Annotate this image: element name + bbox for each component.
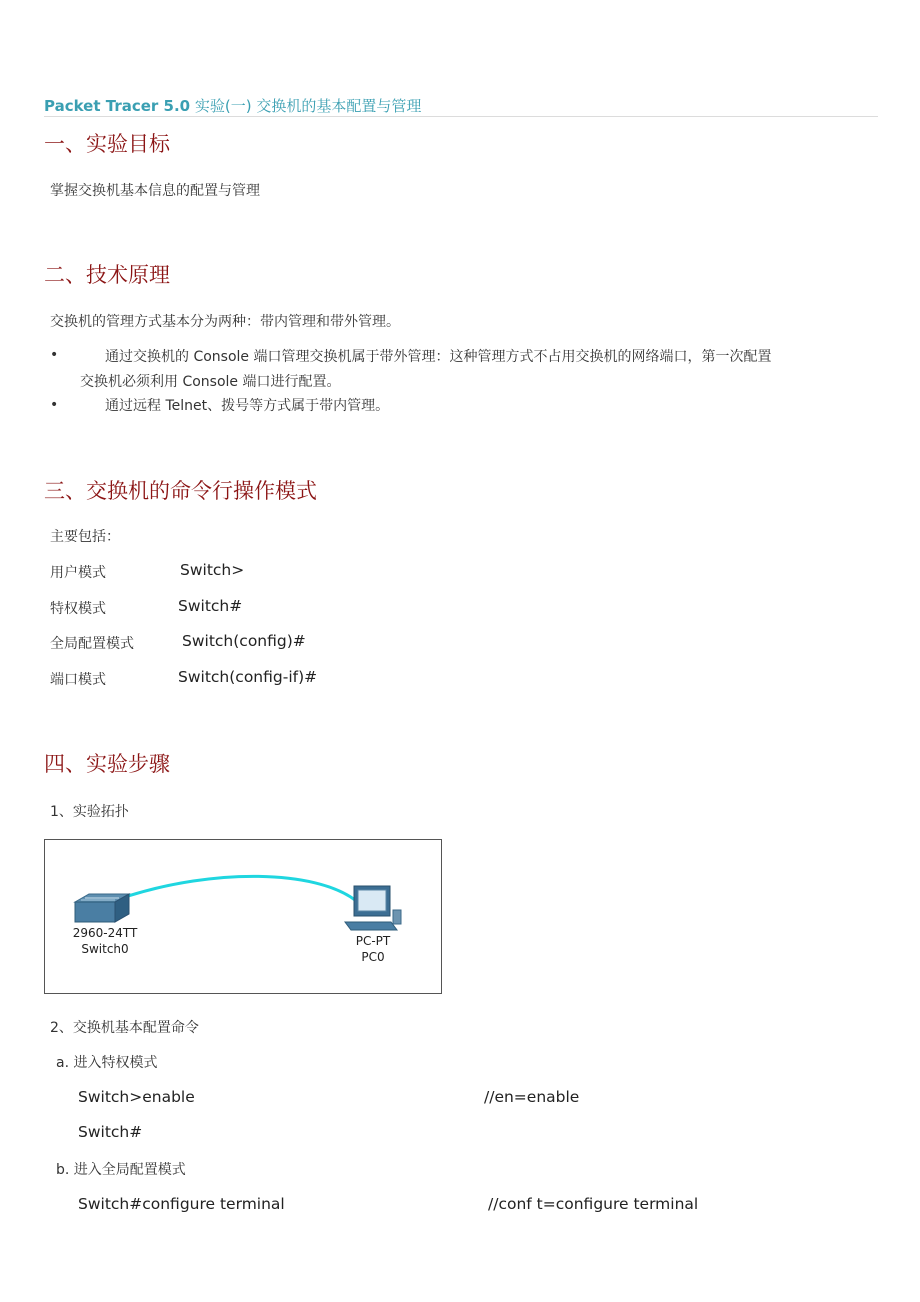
section-heading-4: 四、实验步骤 (44, 752, 170, 776)
switch-name-label: Switch0 (81, 942, 129, 956)
bullet-2: 通过远程 Telnet、拨号等方式属于带内管理。 (105, 398, 390, 414)
step-1-label: 1、实验拓扑 (50, 804, 129, 820)
title-prefix: Packet Tracer 5.0 (44, 97, 191, 115)
pc-name-label: PC0 (361, 950, 385, 964)
bullet-1-line-1: 通过交换机的 Console 端口管理交换机属于带外管理：这种管理方式不占用交换机的网络端口，第一次配置 (105, 349, 772, 365)
bullet-dot: • (50, 397, 59, 413)
bullet-dot: • (50, 347, 59, 363)
command-comment: //conf t=configure terminal (488, 1195, 699, 1213)
section-heading-3: 三、交换机的命令行操作模式 (44, 479, 317, 503)
command-line: Switch# (78, 1123, 143, 1141)
title-divider (44, 116, 878, 117)
section-1-text: 掌握交换机基本信息的配置与管理 (50, 183, 260, 199)
switch-icon (75, 894, 129, 922)
mode-prompt: Switch(config-if)# (178, 668, 318, 686)
command-line: Switch#configure terminal (78, 1195, 285, 1213)
topology-diagram (44, 839, 442, 994)
mode-prompt: Switch(config)# (182, 632, 306, 650)
substep-a-label: a. 进入特权模式 (56, 1055, 158, 1071)
document-title (44, 95, 421, 116)
section-3-intro: 主要包括： (50, 529, 120, 545)
topology-svg (45, 840, 441, 993)
bullet-1-line-2: 交换机必须利用 Console 端口进行配置。 (80, 374, 341, 390)
pc-icon (345, 886, 401, 930)
substep-b-label: b. 进入全局配置模式 (56, 1162, 186, 1178)
switch-model-label: 2960-24TT (72, 926, 138, 940)
mode-name: 特权模式 (50, 601, 106, 617)
step-2-label: 2、交换机基本配置命令 (50, 1020, 199, 1036)
mode-prompt: Switch> (180, 561, 245, 579)
network-link (125, 876, 355, 900)
title-suffix: 实验(一) 交换机的基本配置与管理 (190, 97, 422, 115)
mode-name: 全局配置模式 (50, 636, 134, 652)
section-heading-1: 一、实验目标 (44, 132, 170, 156)
section-heading-2: 二、技术原理 (44, 263, 170, 287)
mode-name: 用户模式 (50, 565, 106, 581)
command-comment: //en=enable (484, 1088, 580, 1106)
mode-name: 端口模式 (50, 672, 106, 688)
pc-model-label: PC-PT (355, 934, 391, 948)
mode-prompt: Switch# (178, 597, 243, 615)
command-line: Switch>enable (78, 1088, 195, 1106)
section-2-intro: 交换机的管理方式基本分为两种：带内管理和带外管理。 (50, 314, 400, 330)
